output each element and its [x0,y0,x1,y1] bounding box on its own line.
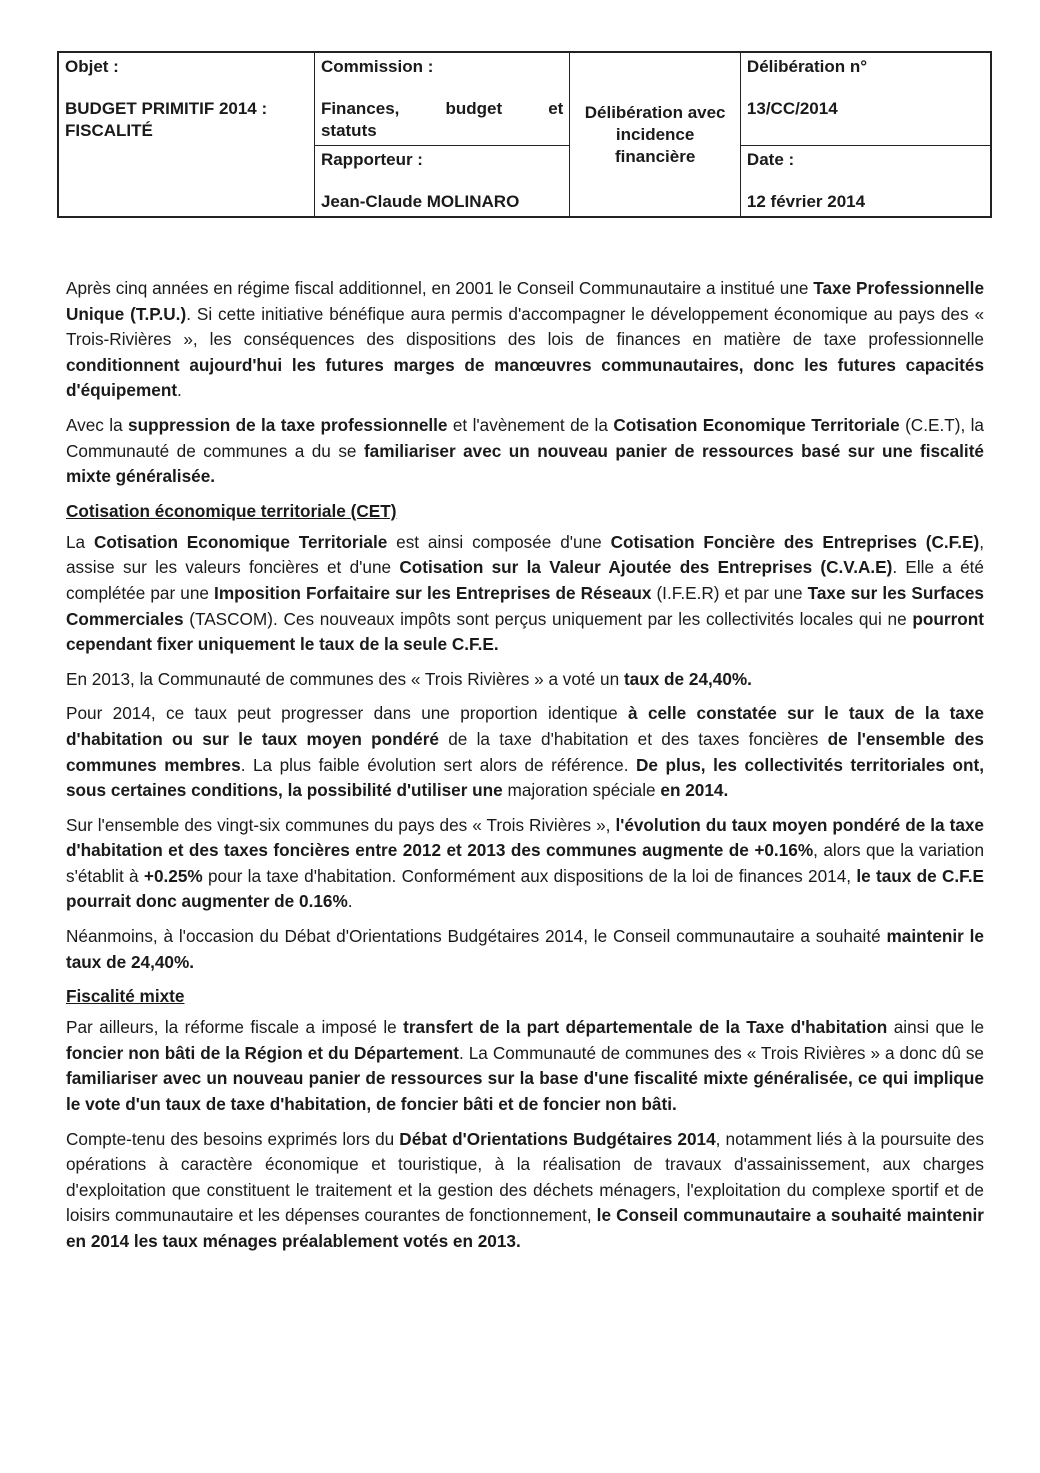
commission-value-tail: statuts [320,121,377,140]
rapporteur-cell [314,146,569,218]
text-run: pour la taxe d'habitation. Conformément aux dispositions de la loi de finances 2014, [202,865,857,886]
bold-run: Cotisation Foncière des Entreprises (C.F.E) [610,531,980,552]
bold-run: le Conseil communautaire a souhaité maintenir en 2014 les taux ménages préalablement votés en 2013. [66,1205,984,1251]
bold-run: l'évolution du taux moyen pondéré de la taxe d'habitation et des taxes foncières entre 2012 et 2013 des communes augmente de +0.16% [66,814,984,861]
text-run: est ainsi composée d'une [387,531,611,552]
date-label: Date : [746,150,795,169]
text-run: , notamment liés à la poursuite des opérations à caractère économique et touristique, à la réalisation de travaux d'assainissement, aux charges d'exploitation que constituent le traitement et la gestion des déchets ménagers, l'exploitation du complexe sportif et de loisirs communautaire et les dépenses courantes de fonctionnement, [66,1128,984,1226]
text-run: , alors que la variation s'établit à [66,840,984,886]
paragraph-taux-2013 [66,667,984,693]
bold-run: Cotisation Economique Territoriale [93,531,388,552]
section-heading-mixte: Fiscalité mixte [66,986,185,1007]
commission-word: Finances, [320,99,400,118]
rapporteur-label: Rapporteur : [320,150,423,169]
commission-value-line [321,98,563,120]
paragraph-tpu [66,276,984,404]
text-run: Pour 2014, ce taux peut progresser dans une proportion identique [66,703,629,724]
bold-run: à celle constatée sur le taux de la taxe d'habitation ou sur le taux moyen pondéré [66,703,984,749]
bold-run: Imposition Forfaitaire sur les Entreprises de Réseaux [214,582,652,603]
commission-label: Commission : [320,57,434,76]
text-run: . La plus faible évolution sert alors de référence. [240,754,636,775]
bold-run: +0.25% [143,865,203,886]
rapporteur-value: Jean-Claude MOLINARO [320,192,520,211]
text-run: . Elle a été complétée par une [66,557,984,603]
bold-run: maintenir le taux de 24,40%. [66,926,984,972]
deliberation-label: Délibération n° [746,57,868,76]
bold-run: familiariser avec un nouveau panier de ressources basé sur une fiscalité mixte généralisée. [66,440,984,487]
date-cell [740,146,991,218]
bold-run: Taxe Professionnelle Unique (T.P.U.) [66,278,985,324]
deliberation-header-table [57,51,992,218]
text-run: Néanmoins, à l'occasion du Débat d'Orientations Budgétaires 2014, le Conseil communautaire a souhaité [66,926,887,947]
bold-run: en 2014. [660,780,729,801]
paragraph-evolution [66,813,984,915]
bold-run: transfert de la part départementale de la Taxe d'habitation [403,1017,888,1038]
deliberation-number-cell [740,52,991,146]
objet-value: BUDGET PRIMITIF 2014 : FISCALITÉ [65,99,268,140]
bold-run: de l'ensemble des communes membres [66,728,984,775]
commission-word: et [548,99,564,118]
bold-run: Cotisation sur la Valeur Ajoutée des Entreprises (C.V.A.E) [399,557,893,578]
text-run: . Si cette initiative bénéfique aura permis d'accompagner le développement économique au pays des « Trois-Rivières », les conséquences des dispositions des lois de finances en matière de taxe professionnelle [66,303,984,350]
commission-word: budget [445,99,503,118]
text-run: de la taxe d'habitation et des taxes foncières [438,728,828,749]
paragraph-taux-2014 [66,701,984,803]
paragraph-reforme [66,1015,984,1117]
text-run: , assise sur les valeurs foncières et d'une [66,531,984,578]
bold-run: pourront cependant fixer uniquement le taux de la seule C.F.E. [66,608,984,655]
paragraph-cet-intro [66,413,984,490]
text-run: Après cinq années en régime fiscal additionnel, en 2001 le Conseil Communautaire a institué une [66,278,814,298]
paragraph-maintien [66,924,984,975]
bold-run: Taxe sur les Surfaces Commerciales [66,582,984,629]
section-heading-cet: Cotisation économique territoriale (CET) [66,500,397,521]
deliberation-number: 13/CC/2014 [746,99,838,118]
bold-run: De plus, les collectivités territoriales ont, sous certaines conditions, la possibilité d'utiliser une [66,754,984,801]
text-run: majoration spéciale [502,780,661,801]
text-run: (I.F.E.R) et par une [651,582,808,603]
text-run: En 2013, la Communauté de communes des « Trois Rivières » a voté un [66,668,624,689]
paragraph-cet-composition [66,530,984,658]
bold-run: suppression de la taxe professionnelle [128,414,448,435]
document-body [66,276,984,1264]
text-run: (C.E.T), la Communauté de communes a du se [66,414,984,461]
text-run: . [347,891,353,912]
text-run: La [66,531,94,552]
bold-run: foncier non bâti de la Région et du Département [66,1042,460,1063]
date-value: 12 février 2014 [746,192,866,211]
objet-label: Objet : [65,57,119,76]
text-run: Avec la [66,414,129,435]
text-run: Compte-tenu des besoins exprimés lors du [66,1128,400,1149]
text-run: et l'avènement de la [447,414,614,435]
objet-cell [58,52,314,217]
paragraph-besoins [66,1127,984,1255]
text-run: . La Communauté de communes des « Trois Rivières » a donc dû se [459,1042,984,1063]
bold-run: conditionnent aujourd'hui les futures marges de manœuvres communautaires, donc les futures capacités d'équipement [66,354,984,401]
bold-run: taux de 24,40%. [623,668,752,689]
bold-run: le taux de C.F.E pourrait donc augmenter de 0.16% [66,865,984,912]
text-run: Sur l'ensemble des vingt-six communes du pays des « Trois Rivières », [66,814,616,835]
deliberation-type-cell [570,52,741,217]
bold-run: familiariser avec un nouveau panier de ressources sur la base d'une fiscalité mixte généralisée, ce qui implique le vote d'un taux de taxe d'habitation, de foncier bâti et de foncier non bâti. [66,1068,984,1115]
text-run: ainsi que le [887,1017,985,1038]
text-run: (TASCOM). Ces nouveaux impôts sont perçus uniquement par les collectivités locales qui ne [183,608,913,629]
bold-run: Cotisation Economique Territoriale [613,414,900,435]
deliberation-type: Délibération avec incidence financière [584,102,726,166]
commission-cell [314,52,569,146]
bold-run: Débat d'Orientations Budgétaires 2014 [399,1128,716,1149]
text-run: . [177,380,182,401]
text-run: Par ailleurs, la réforme fiscale a imposé le [66,1017,404,1038]
